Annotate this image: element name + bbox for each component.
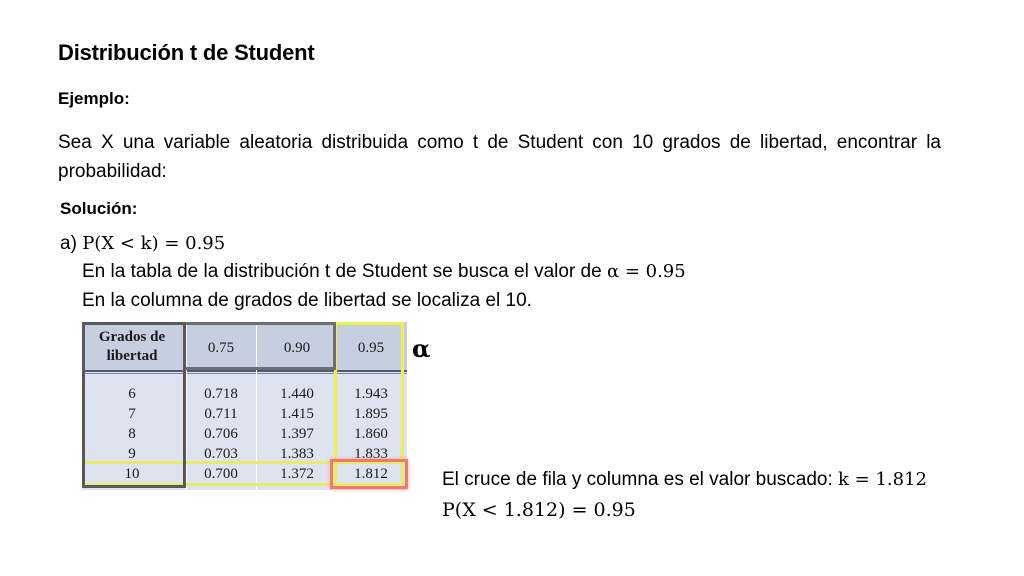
table-cell-value: 0.706 bbox=[204, 426, 238, 442]
table-cell-value: 1.833 bbox=[354, 446, 388, 462]
table-cell-value: 1.440 bbox=[280, 386, 314, 402]
table-cell-value: 1.383 bbox=[280, 446, 314, 462]
part-a-formula: P(X < k) = 0.95 bbox=[82, 233, 226, 254]
table-header-rule bbox=[82, 370, 407, 372]
table-cell-value: 1.895 bbox=[354, 406, 388, 422]
table-cell-value: 1.943 bbox=[354, 386, 388, 402]
table-cell-gl: 6 bbox=[128, 386, 136, 402]
table-cell-value: 1.860 bbox=[354, 426, 388, 442]
header-col-0: 0.75 bbox=[207, 340, 235, 356]
problem-statement: Sea X una variable aleatoria distribuida como t de Student con 10 grados de libertad, encontrar la probabilidad: bbox=[58, 132, 941, 182]
page-title: Distribución t de Student bbox=[58, 40, 315, 65]
result-text: El cruce de fila y columna es el valor buscado: bbox=[442, 469, 839, 490]
table-cell-value: 0.718 bbox=[204, 386, 238, 402]
result-line bbox=[442, 469, 927, 491]
step2-line: En la columna de grados de libertad se localiza el 10. bbox=[82, 290, 532, 311]
table-cell-value: 0.700 bbox=[204, 466, 238, 482]
table-cell-gl: 10 bbox=[124, 466, 140, 482]
table-header-rule-thin bbox=[82, 373, 407, 374]
part-a-label: a) bbox=[60, 233, 83, 254]
table-cell-value: 0.703 bbox=[204, 446, 238, 462]
column-separator bbox=[334, 322, 335, 490]
table-cell-value: 0.711 bbox=[204, 406, 238, 422]
table-cell-value: 1.397 bbox=[280, 426, 314, 442]
alpha-symbol: α bbox=[412, 334, 431, 363]
header-col-1: 0.90 bbox=[283, 340, 311, 356]
table-cell-gl: 7 bbox=[128, 406, 136, 422]
table-cell-value: 1.415 bbox=[280, 406, 314, 422]
table-cell-gl: 8 bbox=[128, 426, 136, 442]
table-cell-gl: 9 bbox=[128, 446, 136, 462]
step1-text: En la tabla de la distribución t de Student se busca el valor de bbox=[82, 261, 607, 282]
header-degrees-of-freedom: Grados de libertad bbox=[98, 329, 166, 364]
step1-line bbox=[82, 261, 686, 283]
final-probability: P(X < 1.812) = 0.95 bbox=[442, 499, 636, 521]
example-heading: Ejemplo: bbox=[58, 89, 130, 108]
solution-heading: Solución: bbox=[60, 199, 138, 218]
part-a-line bbox=[60, 233, 225, 255]
step1-formula: α = 0.95 bbox=[606, 261, 686, 282]
column-separator bbox=[256, 322, 257, 490]
result-formula: k = 1.812 bbox=[838, 469, 927, 490]
table-cell-value: 1.372 bbox=[280, 466, 314, 482]
t-distribution-table bbox=[82, 322, 407, 490]
header-col-2: 0.95 bbox=[357, 340, 385, 356]
table-cell-value: 1.812 bbox=[354, 466, 388, 482]
